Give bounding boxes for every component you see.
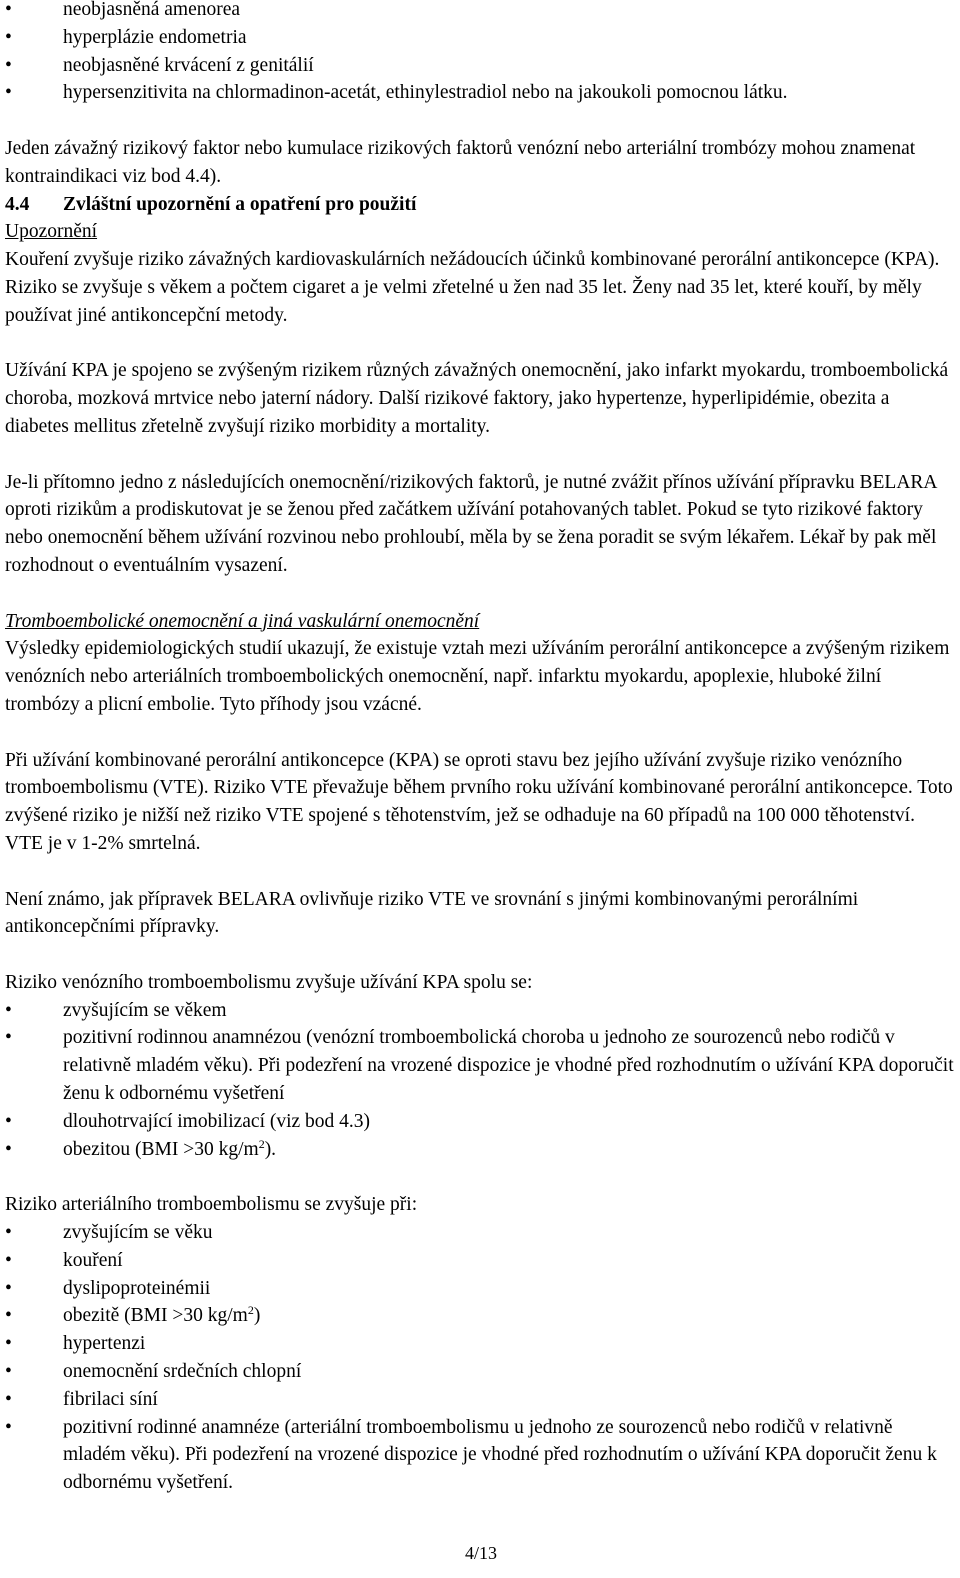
- thrombo-paragraph-2: Při užívání kombinované perorální antikoncepce (KPA) se oproti stavu bez jejího užívání zvyšuje riziko venózního tromboembolismu (VTE). Riziko VTE převažuje během prvního roku užívání kombinované perorální antikoncepce. Toto zvýšené riziko je nižší než riziko VTE spojené s těhotenstvím, jež se odhaduje na 60 případů na 100 000 těhotenství. VTE je v 1-2% smrtelná.: [5, 749, 953, 854]
- arterial-risk-list: [5, 1219, 957, 1497]
- bullet-icon: •: [5, 0, 12, 20]
- contraindications-list: [5, 0, 957, 107]
- list-item: • zvyšujícím se věku: [5, 1219, 957, 1247]
- list-item: • dlouhotrvající imobilizací (viz bod 4.3): [5, 1108, 957, 1136]
- subheading: Upozornění: [5, 221, 98, 243]
- list-item: • obezitou (BMI >30 $kg/m^2$).: [5, 1136, 957, 1164]
- list-item: • obezitě (BMI >30 $kg/m^2$): [5, 1302, 957, 1330]
- list-item: • pozitivní rodinnou anamnézou (venózní tromboembolická choroba u jednoho ze sourozenců nebo rodičů v relativně mladém věku). Při podezření na vrozené dispozice je vhodné před rozhodnutím o užívání KPA doporučit ženu k odbornému vyšetření: [5, 1024, 957, 1107]
- section-title: Zvláštní upozornění a opatření pro použití: [63, 193, 417, 215]
- risk-factor-note: Jeden závažný rizikový faktor nebo kumulace rizikových faktorů venózní nebo arteriální trombózy mohou znamenat kontraindikaci viz bod 4.4).: [5, 137, 916, 187]
- list-item: • hypertenzi: [5, 1330, 957, 1358]
- bullet-icon: •: [5, 1416, 12, 1438]
- list-item: • fibrilaci síní: [5, 1386, 957, 1414]
- bullet-icon: •: [5, 1305, 12, 1327]
- bullet-icon: •: [5, 1222, 12, 1244]
- bullet-icon: •: [5, 54, 12, 76]
- bullet-icon: •: [5, 1388, 12, 1410]
- bullet-icon: •: [5, 1333, 12, 1355]
- list-item: • onemocnění srdečních chlopní: [5, 1358, 957, 1386]
- bullet-icon: •: [5, 1277, 12, 1299]
- thrombo-paragraph-3: Není známo, jak přípravek BELARA ovlivňuje riziko VTE ve srovnání s jinými kombinovanými perorálními antikoncepčními přípravky.: [5, 888, 859, 938]
- bullet-icon: •: [5, 1110, 12, 1132]
- bullet-icon: •: [5, 1249, 12, 1271]
- benefit-paragraph: Je-li přítomno jedno z následujících onemocnění/rizikových faktorů, je nutné zvážit přínos užívání přípravku BELARA oproti rizikům a prodiskutovat je se ženou před začátkem užívání potahovaných tablet. Pokud se tyto rizikové faktory nebo onemocnění během užívání rozvinou nebo prohloubí, měla by se žena poradit se svým lékařem. Lékař by pak měl rozhodnout o eventuálním vysazení.: [5, 471, 937, 576]
- thrombo-paragraph-1: Výsledky epidemiologických studií ukazují, že existuje vztah mezi užíváním perorální antikoncepce a zvýšeným rizikem venózních nebo arteriálních tromboembolických onemocnění, např. infarktu myokardu, apoplexie, hluboké žilní trombózy a plicní embolie. Tyto příhody jsou vzácné.: [5, 638, 950, 715]
- bullet-icon: •: [5, 999, 12, 1021]
- list-item: • neobjasněná amenorea: [5, 0, 957, 24]
- list-item: • kouření: [5, 1247, 957, 1275]
- venous-risk-list: [5, 997, 957, 1164]
- bullet-icon: •: [5, 1361, 12, 1383]
- list-item: • zvyšujícím se věkem: [5, 997, 957, 1025]
- diseases-paragraph: Užívání KPA je spojeno se zvýšeným rizikem různých závažných onemocnění, jako infarkt myokardu, tromboembolická choroba, mozková mrtvice nebo jaterní nádory. Další rizikové faktory, jako hypertenze, hyperlipidémie, obezita a diabetes mellitus zřetelně zvyšují riziko morbidity a mortality.: [5, 360, 949, 437]
- arterial-intro: Riziko arteriálního tromboembolismu se zvyšuje při:: [5, 1194, 418, 1216]
- page-number: 4/13: [464, 1543, 497, 1563]
- bullet-icon: •: [5, 82, 12, 104]
- bullet-icon: •: [5, 1138, 12, 1160]
- list-item: • pozitivní rodinné anamnéze (arteriální tromboembolismu u jednoho ze sourozenců nebo rodičů v relativně mladém věku). Při podezření na vrozené dispozice je vhodné před rozhodnutím o užívání KPA doporučit ženu k odbornému vyšetření.: [5, 1414, 957, 1497]
- document-page: [5, 0, 957, 1563]
- list-item: • hyperplázie endometria: [5, 24, 957, 52]
- bullet-icon: •: [5, 1027, 12, 1049]
- section-heading: [5, 191, 957, 219]
- bullet-icon: •: [5, 26, 12, 48]
- list-item: • neobjasněné krvácení z genitálií: [5, 52, 957, 80]
- smoking-paragraph: Kouření zvyšuje riziko závažných kardiovaskulárních nežádoucích účinků kombinované perorální antikoncepce (KPA). Riziko se zvyšuje s věkem a počtem cigaret a je velmi zřetelné u žen nad 35 let. Ženy nad 35 let, které kouří, by měly používat jiné antikoncepční metody.: [5, 249, 940, 326]
- section-number: 4.4: [5, 193, 30, 215]
- list-item: • hypersenzitivita na chlormadinon-acetát, ethinylestradiol nebo na jakoukoli pomocnou látku.: [5, 79, 957, 107]
- venous-intro: Riziko venózního tromboembolismu zvyšuje užívání KPA spolu se:: [5, 971, 533, 993]
- list-item: • dyslipoproteinémii: [5, 1275, 957, 1303]
- thrombo-heading: Tromboembolické onemocnění a jiná vaskulární onemocnění: [5, 610, 480, 632]
